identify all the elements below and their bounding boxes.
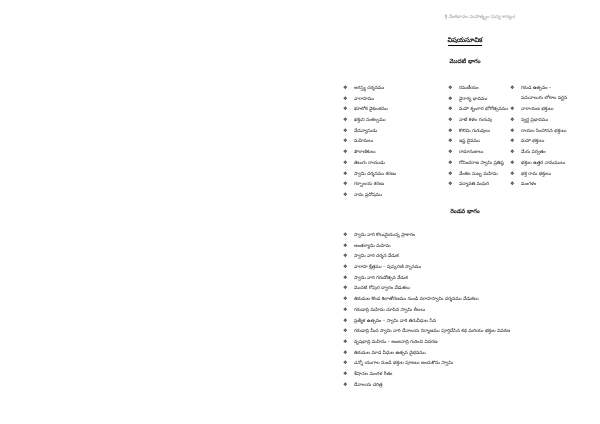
toc-entry: [343, 169, 396, 180]
toc-entry: [510, 158, 567, 169]
bullet-icon: ❖: [343, 381, 348, 388]
toc-entry: [343, 262, 510, 273]
toc-entry-label: నాటి కళల గురువు: [459, 118, 493, 124]
bullet-icon: ❖: [510, 159, 515, 166]
toc-entry: [448, 115, 508, 126]
toc-entry-label: మొదటి గోపుర ద్వారం వేడుకలు: [354, 286, 411, 292]
toc-entry: [343, 251, 510, 262]
bullet-icon: ❖: [448, 127, 453, 134]
bullet-icon: ❖: [343, 181, 348, 188]
part1-column-2: [448, 83, 508, 190]
toc-entry: [448, 94, 508, 105]
toc-entry: [448, 83, 508, 94]
bullet-icon: ❖: [343, 306, 348, 313]
toc-entry: [343, 230, 510, 241]
bullet-icon: ❖: [510, 127, 515, 134]
toc-entry: [343, 158, 396, 169]
toc-entry-label: భూలోక వైకుంఠము: [354, 107, 388, 113]
bullet-icon: ❖: [343, 338, 348, 345]
toc-entry: [448, 104, 508, 115]
toc-entry: [343, 380, 510, 391]
toc-entry: [448, 136, 508, 147]
toc-entry-label: రాయల సింహాసన భక్తులు: [521, 128, 567, 134]
bullet-icon: ❖: [343, 191, 348, 198]
bullet-icon: ❖: [343, 349, 348, 356]
bullet-icon: ❖: [510, 170, 515, 177]
bullet-icon: ❖: [343, 117, 348, 124]
toc-entry-label: దేవాలయ చరిత్ర: [354, 382, 383, 388]
toc-entry-label: మేరు పర్వతం: [521, 150, 546, 156]
toc-entry-label: వేంకట సుబ్బ మహిమ: [459, 171, 498, 177]
toc-entry: [343, 136, 396, 147]
part1-column-3: [510, 83, 567, 190]
toc-entry: [510, 94, 567, 105]
toc-entry-label: పౌరాణికులు: [354, 150, 376, 156]
toc-entry-label: వృషభాద్రి మహిమ – అంజనాద్రి గురించి వివరణ: [354, 339, 438, 345]
toc-entry-label: వారాహ క్షేత్రము – పుష్కరిణి స్నానము: [354, 265, 422, 271]
part1-heading: మొదటి భాగం: [449, 59, 481, 65]
toc-entry: [510, 83, 567, 94]
bullet-icon: ❖: [343, 317, 348, 324]
title-text: విషయసూచిక: [447, 36, 483, 44]
toc-entry: [510, 104, 567, 115]
bullet-icon: ❖: [343, 85, 348, 91]
toc-entry-label: ఇష్ట దైవము: [459, 139, 480, 145]
toc-entry-label: మహిమలు: [354, 139, 374, 145]
toc-entry-label: స్వామి దర్శనము శరణు: [354, 171, 397, 177]
bullet-icon: ❖: [448, 159, 453, 166]
toc-entry: [343, 273, 510, 284]
toc-entry-label: వైరాగ్య భావము: [459, 96, 488, 102]
toc-entry: [510, 136, 567, 147]
toc-entry: [343, 358, 510, 369]
toc-entry-label: గోవిందరాజ స్వామి ప్రతిష్ఠ: [459, 160, 504, 166]
bullet-icon: ❖: [510, 138, 515, 145]
toc-entry: [343, 241, 510, 252]
bullet-icon: ❖: [448, 117, 453, 124]
bullet-icon: ❖: [448, 149, 453, 156]
part2-heading: రెండవ భాగం: [450, 209, 480, 215]
running-header: శ్రీ వేంకటాచల మహాత్మ్యం (పద్య కావ్యం): [444, 15, 516, 20]
bullet-icon: ❖: [343, 159, 348, 166]
bullet-icon: ❖: [448, 170, 453, 177]
toc-entry: [510, 169, 567, 180]
bullet-icon: ❖: [343, 138, 348, 145]
toc-entry: [448, 126, 508, 137]
toc-entry: [510, 179, 567, 190]
bullet-icon: ❖: [343, 296, 348, 303]
toc-entry: [448, 158, 508, 169]
bullet-icon: ❖: [343, 170, 348, 177]
toc-entry-label: స్వర్ణ ప్రభావము: [521, 118, 549, 124]
part1-column-1: [343, 83, 396, 201]
bullet-icon: ❖: [448, 138, 453, 145]
toc-entry-label: మంగళం: [521, 182, 537, 188]
toc-entry-label: రమణీయం: [459, 86, 479, 91]
toc-entry: [343, 326, 510, 337]
bullet-icon: ❖: [510, 106, 515, 113]
bullet-icon: ❖: [343, 149, 348, 156]
bullet-icon: ❖: [510, 149, 515, 156]
toc-entry: [343, 179, 396, 190]
toc-entry: [343, 126, 396, 137]
toc-entry: [343, 316, 510, 327]
bullet-icon: ❖: [343, 95, 348, 102]
toc-entry-label: మహా శృంగార భోగోత్సవము: [459, 107, 509, 113]
toc-entry-label: ఎన్నో యుగాల నుండి భక్తుల పూజలు అందుకొను స్వామి: [354, 361, 454, 367]
bullet-icon: ❖: [343, 264, 348, 271]
bullet-icon: ❖: [510, 117, 515, 124]
toc-entry: [343, 104, 396, 115]
part2-list: [343, 230, 510, 390]
toc-entry-label: అంతర్యామి మహిమ: [354, 243, 391, 249]
toc-entry: [448, 169, 508, 180]
toc-entry: [510, 147, 567, 158]
bullet-icon: ❖: [343, 242, 348, 249]
toc-entry: [343, 147, 396, 158]
bullet-icon: ❖: [448, 106, 453, 113]
toc-entry-label: గరుడ ఉత్సవం –: [521, 86, 552, 91]
toc-entry-label: స్వామి వారి గరుడోత్సవ వేడుక: [354, 275, 408, 281]
toc-entry-label: ప్రత్యేక ఉత్సవం – స్వామి వారి తిరువీధుల సేవ: [354, 318, 436, 324]
toc-entry-label: కొలిమి గురువులు: [459, 128, 491, 134]
toc-entry: [343, 337, 510, 348]
toc-entry-label: గరుడాద్రి మీద స్వామి వారి దేవాలయ నిర్మాణము పూర్తిచేసిన కథ మరియు భక్తుల వివరణ: [354, 329, 511, 335]
toc-entry: [343, 369, 510, 380]
toc-entry-label: గర్భాలయ శరణు: [354, 182, 385, 188]
toc-entry: [448, 147, 508, 158]
bullet-icon: ❖: [343, 253, 348, 260]
toc-entry-label: వారాహము: [354, 96, 375, 102]
toc-entry-label: నామ ప్రదోషము: [354, 192, 382, 198]
bullet-icon: ❖: [343, 285, 348, 292]
toc-entry-label: పద్మావతి మధురి: [459, 182, 489, 188]
bullet-icon: ❖: [343, 370, 348, 377]
bullet-icon: ❖: [448, 95, 453, 102]
toc-entry-label: మహా భక్తులు: [521, 139, 545, 145]
page-title: [400, 36, 530, 46]
toc-entry: [343, 294, 510, 305]
bullet-icon: ❖: [343, 328, 348, 335]
toc-entry-label: అగస్త్య దర్శనము: [354, 86, 385, 91]
toc-entry-label: భక్త రామ భక్తులు: [521, 171, 552, 177]
toc-entry: [510, 126, 567, 137]
bullet-icon: ❖: [343, 127, 348, 134]
toc-entry: [448, 179, 508, 190]
bullet-icon: ❖: [343, 274, 348, 281]
toc-entry-label: తెలుగు రాయుడు: [354, 160, 385, 166]
bullet-icon: ❖: [343, 106, 348, 113]
toc-entry-label: తిరుమల మాడ వీధుల ఉత్సవ వైభవము: [354, 350, 426, 356]
toc-entry: [343, 94, 396, 105]
bullet-icon: ❖: [448, 181, 453, 188]
toc-entry: [343, 283, 510, 294]
toc-entry-label: గరుడాద్రి మహిమ చూపిన స్వామి లీలలు: [354, 307, 426, 313]
bullet-icon: ❖: [510, 85, 515, 91]
toc-entry-label: వేదవ్యాసుడు: [354, 128, 378, 134]
toc-entry-label: భక్తుల ఉత్తర నామములు: [521, 160, 566, 166]
toc-entry-label: శేషాచల మంగళ గీతం: [354, 371, 393, 377]
toc-entry-label: తిరుమల కొండ శిలాతోరణము నుండి వరాహస్వామి దర్శనము వేడుకలు: [354, 297, 479, 303]
toc-entry-label: పదునాలుగు లోకాల వర్ణన: [521, 95, 568, 101]
bullet-icon: ❖: [448, 85, 453, 91]
bullet-icon: ❖: [510, 181, 515, 188]
toc-entry: [343, 83, 396, 94]
bullet-icon: ❖: [343, 232, 348, 238]
bullet-icon: ❖: [343, 360, 348, 367]
toc-entry: [343, 305, 510, 316]
toc-entry-label: రామానుజులు: [459, 150, 484, 156]
toc-entry-label: నారాయణ భక్తులు: [521, 107, 554, 113]
toc-entry: [343, 348, 510, 359]
toc-entry: [343, 115, 396, 126]
toc-entry: [343, 190, 396, 201]
toc-entry: [510, 115, 567, 126]
toc-entry-label: భక్తుని సంకల్పము: [354, 118, 386, 124]
toc-entry-label: స్వామి వారి దర్శన వేడుక: [354, 254, 399, 260]
toc-entry-label: స్వామి వారి కొలువైయున్న ప్రాకారం: [354, 233, 416, 238]
